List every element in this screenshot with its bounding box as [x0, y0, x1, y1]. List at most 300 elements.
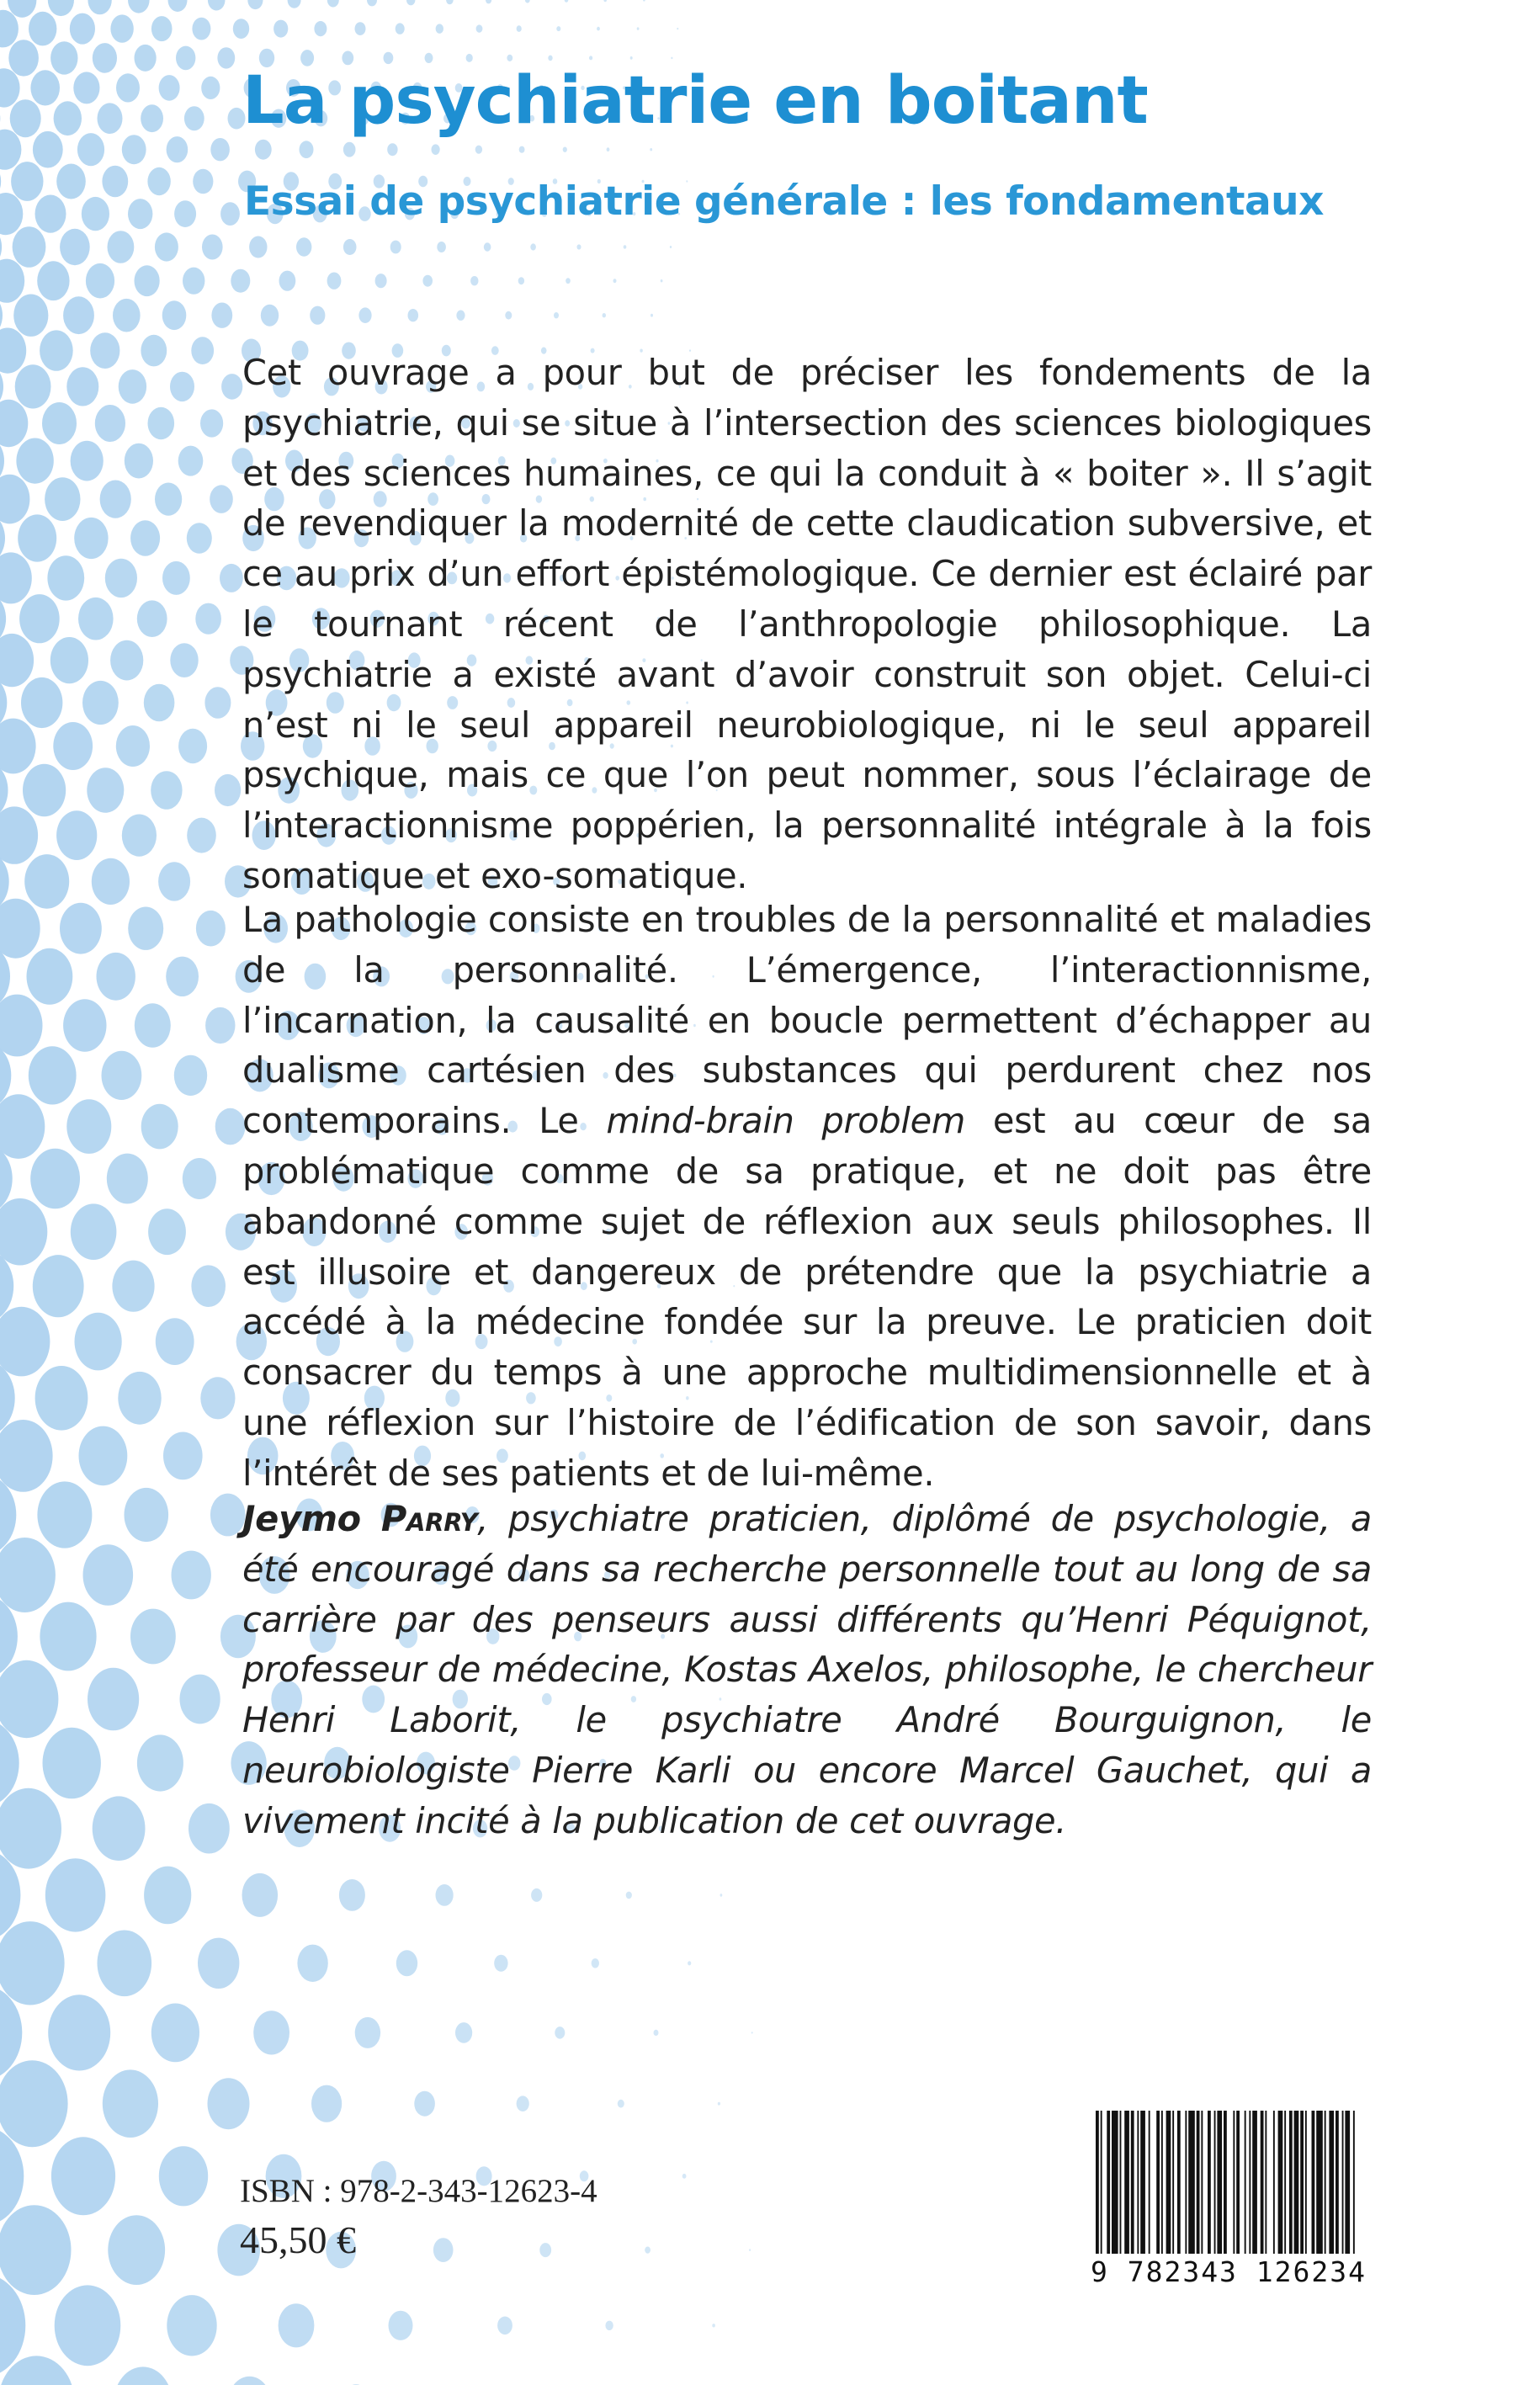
- pattern-dot: [66, 367, 98, 406]
- pattern-dot: [310, 306, 325, 325]
- barcode-bar: [1294, 2111, 1299, 2254]
- pattern-dot: [389, 2311, 413, 2340]
- pattern-dot: [71, 441, 104, 481]
- barcode-bar: [1329, 2111, 1334, 2254]
- pattern-dot: [56, 164, 86, 199]
- barcode-bar: [1156, 2111, 1160, 2254]
- barcode-bar: [1185, 2111, 1187, 2254]
- barcode-bar: [1124, 2111, 1129, 2254]
- pattern-dot: [155, 483, 182, 516]
- barcode-bar: [1353, 2111, 1355, 2254]
- pattern-dot: [555, 2026, 565, 2039]
- pattern-dot: [210, 1494, 246, 1537]
- pattern-dot: [29, 12, 56, 46]
- pattern-dot: [396, 23, 405, 34]
- pattern-dot: [118, 1372, 161, 1425]
- pattern-dot: [0, 552, 32, 603]
- pattern-dot: [0, 1094, 45, 1159]
- pattern-dot: [107, 1154, 148, 1204]
- pattern-dot: [37, 1481, 92, 1548]
- pattern-dot: [661, 279, 663, 282]
- pattern-dot: [375, 274, 387, 288]
- barcode-bar: [1284, 2111, 1286, 2254]
- pattern-dot: [253, 2011, 289, 2054]
- barcode-bar: [1325, 2111, 1326, 2254]
- pattern-dot: [643, 0, 645, 2]
- paragraph-2-italic-term: mind-brain problem: [606, 1100, 966, 1142]
- barcode-bar: [1101, 2111, 1102, 2254]
- pattern-dot: [144, 684, 175, 722]
- barcode-bar: [1177, 2111, 1181, 2254]
- pattern-dot: [191, 1265, 226, 1307]
- pattern-dot: [0, 806, 38, 863]
- barcode-bar: [1112, 2111, 1118, 2254]
- pattern-dot: [517, 25, 522, 32]
- pattern-dot: [148, 407, 175, 439]
- pattern-dot: [151, 2004, 199, 2063]
- pattern-dot: [86, 263, 114, 299]
- pattern-dot: [718, 2102, 720, 2106]
- pattern-dot: [95, 405, 125, 442]
- pattern-dot: [60, 229, 90, 265]
- paragraph-2-text-end: est au cœur de sa problématique comme de sa pratique, et ne doit pas être abandonné comme sujet de réflexion aux seuls philosophes. Il est illusoire et dangereux de prétendre que la psychiatrie a accédé à la médecine fondée sur la preuve. Le praticien doit consacrer du temps à une approche multidimensionnelle et à une réflexion sur l’histoire de l’édification de son savoir, dans l’intérêt de ses patients et de lui-même.: [242, 1100, 1372, 1494]
- pattern-dot: [15, 364, 51, 408]
- barcode-bar: [1166, 2111, 1171, 2254]
- pattern-dot: [18, 514, 56, 561]
- pattern-dot: [170, 372, 194, 401]
- pattern-dot: [0, 400, 28, 447]
- pattern-dot: [135, 1003, 171, 1047]
- pattern-dot: [122, 135, 146, 164]
- isbn-label: ISBN : 978-2-343-12623-4: [240, 2173, 597, 2209]
- pattern-dot: [93, 1796, 146, 1861]
- pattern-dot: [566, 278, 571, 284]
- pattern-dot: [247, 0, 263, 9]
- pattern-dot: [343, 142, 356, 157]
- pattern-dot: [170, 643, 198, 677]
- pattern-dot: [408, 309, 419, 321]
- pattern-dot: [66, 1099, 111, 1154]
- pattern-dot: [33, 1255, 84, 1317]
- pattern-dot: [518, 277, 524, 284]
- pattern-dot: [166, 957, 199, 996]
- pattern-dot: [13, 295, 48, 337]
- pattern-dot: [63, 296, 94, 334]
- pattern-dot: [107, 231, 134, 263]
- pattern-dot: [162, 561, 190, 595]
- pattern-dot: [23, 764, 66, 816]
- barcode-bar: [1214, 2111, 1216, 2254]
- pattern-dot: [180, 1675, 220, 1724]
- pattern-dot: [163, 1432, 203, 1480]
- barcode-bar: [1161, 2111, 1163, 2254]
- pattern-dot: [193, 169, 213, 194]
- pattern-dot: [112, 1261, 154, 1312]
- pattern-dot: [13, 226, 46, 268]
- pattern-dot: [105, 559, 137, 598]
- pattern-dot: [205, 1007, 235, 1044]
- pattern-dot: [183, 268, 204, 295]
- pattern-dot: [607, 147, 610, 151]
- barcode-bar: [1265, 2111, 1267, 2254]
- pattern-dot: [155, 232, 178, 261]
- pattern-dot: [82, 197, 109, 231]
- pattern-dot: [470, 276, 478, 285]
- pattern-dot: [176, 46, 195, 71]
- pattern-dot: [37, 261, 69, 300]
- pattern-dot: [432, 144, 440, 155]
- pattern-dot: [0, 1538, 56, 1612]
- pattern-dot: [0, 130, 21, 170]
- pattern-dot: [56, 810, 97, 860]
- barcode-bar: [1345, 2111, 1350, 2254]
- pattern-dot: [200, 409, 223, 437]
- pattern-dot: [525, 0, 530, 3]
- barcode-bar: [1120, 2111, 1122, 2254]
- pattern-dot: [720, 1894, 723, 1897]
- pattern-dot: [603, 0, 607, 2]
- pattern-dot: [90, 332, 119, 369]
- pattern-dot: [27, 948, 73, 1005]
- pattern-dot: [436, 24, 443, 33]
- barcode-bar: [1197, 2111, 1200, 2254]
- barcode-bar: [1208, 2111, 1211, 2254]
- pattern-dot: [87, 768, 124, 813]
- pattern-dot: [249, 236, 267, 258]
- pattern-dot: [30, 70, 60, 105]
- pattern-dot: [749, 2249, 751, 2251]
- barcode-bar: [1312, 2111, 1315, 2254]
- pattern-dot: [0, 475, 29, 524]
- pattern-dot: [486, 0, 491, 3]
- pattern-dot: [21, 677, 62, 728]
- pattern-dot: [40, 330, 73, 370]
- pattern-dot: [174, 200, 196, 227]
- pattern-dot: [54, 101, 82, 135]
- pattern-dot: [624, 245, 627, 248]
- pattern-dot: [82, 681, 119, 725]
- pattern-dot: [88, 1668, 139, 1731]
- pattern-dot: [195, 603, 221, 635]
- pattern-dot: [637, 27, 640, 29]
- barcode-bar: [1201, 2111, 1203, 2254]
- pattern-dot: [651, 314, 653, 317]
- pattern-dot: [29, 1046, 77, 1104]
- pattern-dot: [0, 634, 34, 687]
- pattern-dot: [327, 273, 342, 289]
- pattern-dot: [517, 2096, 529, 2111]
- pattern-dot: [712, 2324, 715, 2327]
- pattern-dot: [167, 136, 189, 162]
- pattern-dot: [125, 444, 153, 479]
- pattern-dot: [16, 438, 53, 484]
- pattern-dot: [456, 311, 465, 321]
- pattern-dot: [211, 303, 232, 328]
- pattern-dot: [137, 600, 167, 637]
- pattern-dot: [135, 45, 157, 72]
- pattern-dot: [554, 312, 559, 318]
- pattern-dot: [63, 999, 106, 1052]
- barcode-bar: [1336, 2111, 1339, 2254]
- barcode-bar: [1252, 2111, 1257, 2254]
- barcode-bar: [1289, 2111, 1293, 2254]
- pattern-dot: [296, 237, 311, 256]
- pattern-dot: [147, 167, 170, 195]
- pattern-dot: [406, 0, 415, 5]
- barcode-bar: [1316, 2111, 1323, 2254]
- pattern-dot: [0, 1420, 53, 1492]
- pattern-dot: [273, 20, 288, 38]
- pattern-dot: [125, 1488, 169, 1542]
- pattern-dot: [33, 131, 63, 168]
- pattern-dot: [128, 0, 150, 13]
- pattern-dot: [367, 0, 377, 6]
- pattern-dot: [288, 0, 301, 8]
- pattern-dot: [0, 995, 43, 1057]
- pattern-dot: [677, 28, 678, 29]
- barcode-bar: [1224, 2111, 1227, 2254]
- pattern-dot: [191, 337, 214, 364]
- pattern-dot: [60, 903, 102, 954]
- pattern-dot: [217, 47, 235, 68]
- price-label: 45,50 €: [240, 2218, 356, 2261]
- pattern-dot: [83, 1544, 134, 1606]
- pattern-dot: [603, 313, 606, 317]
- barcode-bar: [1236, 2111, 1240, 2254]
- pattern-dot: [130, 1609, 176, 1665]
- pattern-dot: [19, 594, 60, 643]
- pattern-dot: [73, 72, 99, 104]
- barcode-bar: [1107, 2111, 1110, 2254]
- pattern-dot: [565, 0, 569, 3]
- pattern-dot: [158, 862, 190, 900]
- pattern-dot: [0, 193, 23, 235]
- pattern-dot: [71, 1203, 117, 1260]
- barcode-number: 9 782343 126234: [1090, 2255, 1367, 2288]
- pattern-dot: [103, 2069, 158, 2138]
- pattern-dot: [396, 1950, 417, 1976]
- pattern-dot: [48, 0, 74, 16]
- pattern-dot: [74, 518, 108, 559]
- pattern-dot: [122, 815, 157, 857]
- pattern-dot: [556, 26, 560, 31]
- barcode-bar: [1278, 2111, 1283, 2254]
- pattern-dot: [605, 2321, 613, 2330]
- pattern-dot: [221, 374, 242, 400]
- barcode-bar: [1261, 2111, 1264, 2254]
- pattern-dot: [476, 24, 483, 32]
- pattern-dot: [387, 143, 397, 156]
- barcode: [1086, 2104, 1372, 2306]
- pattern-dot: [577, 244, 581, 249]
- pattern-dot: [0, 259, 24, 303]
- pattern-dot: [204, 687, 231, 719]
- pattern-dot: [196, 911, 226, 947]
- pattern-dot: [390, 241, 401, 254]
- pattern-dot: [141, 104, 163, 132]
- pattern-dot: [75, 1313, 122, 1371]
- pattern-dot: [563, 147, 567, 152]
- pattern-dot: [0, 1660, 58, 1738]
- pattern-dot: [210, 138, 230, 161]
- pattern-dot: [156, 1318, 194, 1365]
- pattern-dot: [0, 1921, 65, 2005]
- pattern-dot: [475, 146, 482, 154]
- pattern-dot: [202, 235, 223, 260]
- pattern-dot: [0, 1788, 61, 1869]
- pattern-dot: [355, 22, 366, 35]
- pattern-dot: [0, 1307, 50, 1377]
- pattern-dot: [455, 2022, 472, 2043]
- pattern-dot: [231, 269, 250, 293]
- pattern-dot: [519, 146, 525, 153]
- pattern-dot: [98, 1931, 152, 1997]
- pattern-dot: [108, 2215, 165, 2285]
- barcode-bar: [1140, 2111, 1145, 2254]
- barcode-bar: [1233, 2111, 1235, 2254]
- pattern-dot: [0, 328, 26, 374]
- pattern-dot: [437, 242, 446, 252]
- pattern-dot: [144, 1867, 191, 1925]
- pattern-dot: [141, 1104, 178, 1150]
- pattern-dot: [187, 818, 216, 853]
- pattern-dot: [93, 43, 117, 73]
- pattern-dot: [162, 300, 187, 330]
- pattern-dot: [494, 1955, 507, 1972]
- pattern-dot: [110, 640, 143, 681]
- pattern-dot: [215, 1108, 246, 1145]
- author-bio-text: , psychiatre praticien, diplômé de psychologie, a été encouragé dans sa recherche personnelle tout au long de sa carrière par des penseurs aussi différents qu’Henri Péquignot, professeur de médecine, Kostas Axelos, philosophe, le chercheur Henri Laborit, le psychiatre André Bourguignon, le neurobiologiste Pierre Karli ou encore Marcel Gauchet, qui a vivement incité à la publication de cet ouvrage.: [242, 1498, 1372, 1841]
- pattern-dot: [130, 520, 160, 556]
- pattern-dot: [530, 243, 536, 250]
- pattern-dot: [220, 202, 240, 226]
- pattern-dot: [50, 637, 88, 683]
- pattern-dot: [51, 2137, 115, 2215]
- book-title: La psychiatrie en boitant: [242, 63, 1148, 139]
- pattern-dot: [215, 774, 241, 806]
- pattern-dot: [98, 103, 123, 134]
- pattern-dot: [414, 2091, 435, 2117]
- pattern-dot: [613, 279, 617, 283]
- barcode-bar: [1131, 2111, 1134, 2254]
- pattern-dot: [35, 1366, 88, 1431]
- pattern-dot: [178, 729, 207, 763]
- pattern-dot: [0, 2060, 68, 2147]
- pattern-dot: [47, 555, 84, 600]
- pattern-dot: [168, 0, 188, 12]
- pattern-dot: [198, 1938, 239, 1989]
- pattern-dot: [8, 40, 39, 76]
- pattern-dot: [151, 771, 182, 810]
- pattern-dot: [114, 2366, 172, 2385]
- pattern-dot: [242, 1873, 279, 1917]
- pattern-dot: [45, 477, 80, 521]
- pattern-dot: [688, 1961, 691, 1965]
- pattern-dot: [174, 1055, 207, 1096]
- pattern-dot: [119, 369, 146, 404]
- pattern-dot: [110, 14, 133, 42]
- pattern-dot: [42, 402, 77, 444]
- pattern-dot: [189, 1803, 230, 1854]
- barcode-bar: [1149, 2111, 1150, 2254]
- pattern-dot: [682, 2174, 687, 2179]
- pattern-dot: [137, 1734, 183, 1791]
- pattern-dot: [339, 1879, 365, 1911]
- barcode-bar: [1273, 2111, 1275, 2254]
- pattern-dot: [505, 311, 512, 320]
- author-last-name: Parry: [380, 1498, 478, 1539]
- barcode-bar: [1096, 2111, 1099, 2254]
- pattern-dot: [159, 2146, 208, 2206]
- pattern-dot: [187, 523, 212, 554]
- pattern-dot: [531, 1888, 542, 1902]
- pattern-dot: [670, 246, 672, 248]
- pattern-dot: [0, 2205, 72, 2295]
- pattern-dot: [79, 1426, 128, 1486]
- pattern-dot: [0, 899, 40, 959]
- pattern-dot: [50, 41, 77, 74]
- pattern-dot: [102, 166, 128, 198]
- barcode-bar: [1300, 2111, 1304, 2254]
- pattern-dot: [201, 77, 220, 99]
- pattern-dot: [210, 485, 233, 513]
- pattern-dot: [0, 719, 36, 774]
- pattern-dot: [261, 305, 279, 327]
- pattern-dot: [233, 19, 249, 39]
- pattern-dot: [40, 1602, 96, 1671]
- pattern-dot: [751, 2032, 753, 2033]
- pattern-dot: [314, 21, 327, 36]
- pattern-dot: [48, 1995, 110, 2070]
- pattern-dot: [11, 162, 43, 201]
- summary-paragraph-1: Cet ouvrage a pour but de préciser les fondements de la psychiatrie, qui se situe à l’intersection des sciences biologiques et des sciences humaines, ce qui la conduit à « boiter ». Il s’agit de revendiquer la modernité de cette claudication subversive, et ce au prix d’un effort épistémologique. Ce dernier est éclairé par le tournant récent de l’anthropologie philosophique. La psychiatrie a existé avant d’avoir construit son objet. Celui-ci n’est ni le seul appareil neurobiologique, ni le seul appareil psychique, mais ce que l’on peut nommer, sous l’éclairage de l’interactionnisme poppérien, la personnalité intégrale à la fois somatique et exo-somatique.: [242, 352, 1372, 896]
- pattern-dot: [297, 1945, 327, 1982]
- pattern-dot: [433, 2238, 454, 2262]
- barcode-bar: [1342, 2111, 1344, 2254]
- pattern-dot: [597, 27, 600, 31]
- book-subtitle: Essai de psychiatrie générale : les fondamentaux: [244, 178, 1324, 225]
- pattern-dot: [77, 133, 104, 166]
- pattern-dot: [151, 16, 173, 41]
- pattern-dot: [178, 446, 204, 476]
- pattern-dot: [45, 1858, 106, 1931]
- pattern-dot: [116, 725, 150, 767]
- pattern-dot: [116, 73, 140, 102]
- pattern-dot: [100, 481, 131, 518]
- pattern-dot: [592, 1958, 599, 1968]
- summary-paragraph-2: [242, 895, 1372, 1499]
- pattern-dot: [97, 953, 135, 1001]
- pattern-dot: [208, 0, 226, 11]
- pattern-dot: [10, 99, 41, 137]
- pattern-dot: [30, 1149, 80, 1209]
- pattern-dot: [200, 1377, 235, 1419]
- pattern-dot: [148, 1208, 186, 1255]
- pattern-dot: [654, 2030, 659, 2036]
- barcode-bar: [1217, 2111, 1222, 2254]
- pattern-dot: [141, 335, 167, 367]
- pattern-dot: [645, 2247, 651, 2254]
- pattern-dot: [92, 858, 130, 905]
- pattern-dot: [183, 1158, 216, 1199]
- pattern-dot: [128, 907, 163, 950]
- pattern-dot: [78, 598, 114, 640]
- pattern-dot: [167, 2295, 216, 2356]
- pattern-dot: [355, 2017, 380, 2048]
- barcode-bar: [1249, 2111, 1251, 2254]
- pattern-dot: [311, 2085, 342, 2122]
- pattern-dot: [279, 2303, 315, 2347]
